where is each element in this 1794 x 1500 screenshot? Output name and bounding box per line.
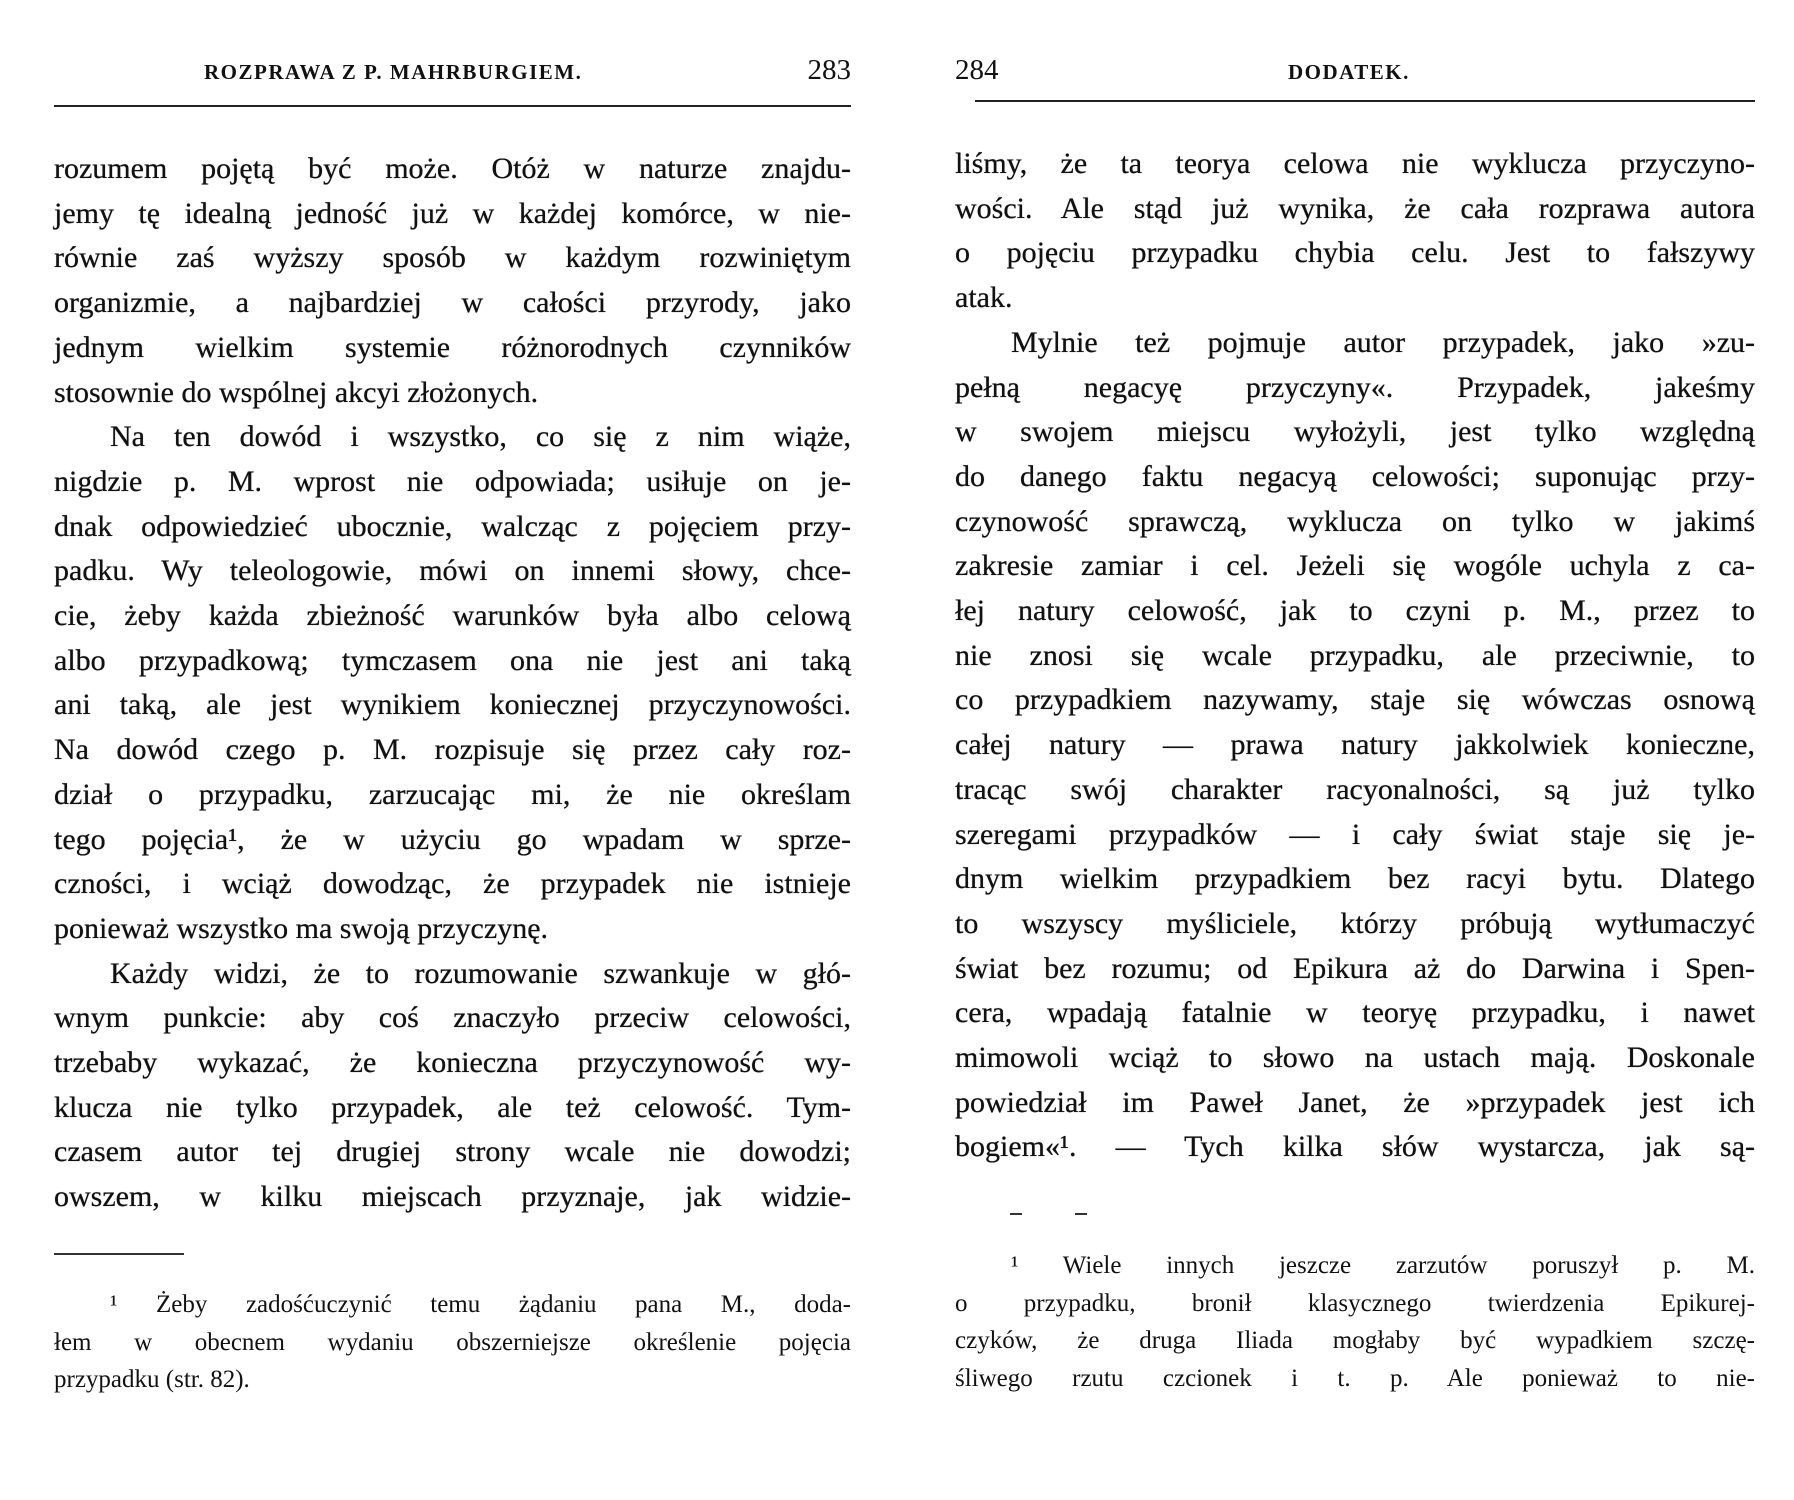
text-line: ponieważ wszystko ma swoją przyczynę.: [54, 911, 549, 945]
text-line: bogiem«¹. — Tych kilka słów wystarcza, jak są-: [955, 1130, 1755, 1164]
right-page: [955, 0, 1755, 1500]
footnote-separator: [1075, 1213, 1087, 1215]
text-line: ani taką, ale jest wynikiem koniecznej przyczynowości.: [54, 688, 851, 722]
text-line: Każdy widzi, że to rozumowanie szwankuje w głó-: [110, 956, 851, 990]
text-line: tego pojęcia¹, że w użyciu go wpadam w sprze-: [54, 822, 851, 856]
text-line: tracąc swój charakter racyonalności, są już tylko: [955, 772, 1755, 806]
footnote-line: łem w obecnem wydaniu obszerniejsze określenie pojęcia: [54, 1328, 851, 1356]
text-line: zakresie zamiar i cel. Jeżeli się wogóle uchyla z ca-: [955, 549, 1755, 583]
text-line: albo przypadkową; tymczasem ona nie jest ani taką: [54, 643, 851, 677]
text-line: nie znosi się wcale przypadku, ale przeciwnie, to: [955, 638, 1755, 672]
text-line: Mylnie też pojmuje autor przypadek, jako »zu-: [1011, 325, 1755, 359]
text-line: dnak odpowiedzieć ubocznie, walcząc z pojęciem przy-: [54, 509, 851, 543]
text-line: organizmie, a najbardziej w całości przyrody, jako: [54, 286, 851, 320]
text-line: czności, i wciąż dowodząc, że przypadek nie istnieje: [54, 867, 851, 901]
footnote-separator: [1010, 1213, 1022, 1215]
text-line: pełną negacyę przyczyny«. Przypadek, jakeśmy: [955, 370, 1755, 404]
running-head: ROZPRAWA Z P. MAHRBURGIEM.: [204, 60, 583, 84]
text-line: łej natury celowość, jak to czyni p. M., przez to: [955, 594, 1755, 627]
text-line: jednym wielkim systemie różnorodnych czynników: [54, 330, 851, 364]
text-line: czynowość sprawczą, wyklucza on tylko w jakimś: [955, 504, 1755, 538]
text-line: jemy tę idealną jedność już w każdej komórce, w nie-: [54, 196, 851, 230]
running-head: DODATEK.: [1288, 60, 1410, 84]
text-line: całej natury — prawa natury jakkolwiek konieczne,: [955, 728, 1755, 762]
text-line: to wszyscy myśliciele, którzy próbują wytłumaczyć: [955, 906, 1755, 940]
text-line: równie zaś wyższy sposób w każdym rozwiniętym: [54, 241, 851, 275]
text-line: liśmy, że ta teorya celowa nie wyklucza przyczyno-: [955, 147, 1755, 180]
text-line: cie, żeby każda zbieżność warunków była albo celową: [54, 599, 851, 632]
header-rule: [975, 100, 1755, 102]
text-line: w swojem miejscu wyłożyli, jest tylko względną: [955, 415, 1755, 449]
text-line: klucza nie tylko przypadek, ale też celowość. Tym-: [54, 1090, 851, 1124]
page-number: 284: [955, 54, 999, 86]
left-page: [54, 0, 851, 1500]
text-line: Na dowód czego p. M. rozpisuje się przez cały roz-: [54, 733, 851, 767]
footnote-separator: [54, 1253, 184, 1255]
text-line: do danego faktu negacyą celowości; suponując przy-: [955, 459, 1755, 493]
page-number: 283: [807, 54, 851, 86]
text-line: dnym wielkim przypadkiem bez racyi bytu. Dlatego: [955, 862, 1755, 896]
text-line: powiedział im Paweł Janet, że »przypadek jest ich: [955, 1085, 1755, 1119]
footnote-line: śliwego rzutu czcionek i t. p. Ale ponieważ to nie-: [955, 1364, 1755, 1392]
footnote-line: przypadku (str. 82).: [54, 1366, 250, 1393]
footnote-line: czyków, że druga Iliada mogłaby być wypadkiem szczę-: [955, 1327, 1755, 1354]
text-line: co przypadkiem nazywamy, staje się wówczas osnową: [955, 683, 1755, 717]
text-line: stosownie do wspólnej akcyi złożonych.: [54, 375, 539, 409]
text-line: mimowoli wciąż to słowo na ustach mają. Doskonale: [955, 1041, 1755, 1074]
text-line: szeregami przypadków — i cały świat staje się je-: [955, 817, 1755, 851]
text-line: atak.: [955, 281, 1013, 315]
text-line: świat bez rozumu; od Epikura aż do Darwina i Spen-: [955, 951, 1755, 985]
text-line: rozumem pojętą być może. Otóż w naturze znajdu-: [54, 152, 851, 185]
text-line: cera, wpadają fatalnie w teoryę przypadku, i nawet: [955, 996, 1755, 1030]
footnote-line: o przypadku, bronił klasycznego twierdzenia Epikurej-: [955, 1289, 1755, 1317]
footnote-line: ¹ Żeby zadośćuczynić temu żądaniu pana M., doda-: [110, 1291, 851, 1318]
text-line: wości. Ale stąd już wynika, że cała rozprawa autora: [955, 191, 1755, 225]
text-line: owszem, w kilku miejscach przyznaje, jak widzie-: [54, 1180, 851, 1214]
footnote-line: ¹ Wiele innych jeszcze zarzutów poruszył p. M.: [1011, 1252, 1755, 1279]
text-line: Na ten dowód i wszystko, co się z nim wiąże,: [110, 420, 851, 454]
text-line: padku. Wy teleologowie, mówi on innemi słowy, chce-: [54, 554, 851, 588]
text-line: wnym punkcie: aby coś znaczyło przeciw celowości,: [54, 1001, 851, 1035]
header-rule: [54, 105, 851, 107]
text-line: trzebaby wykazać, że konieczna przyczynowość wy-: [54, 1046, 851, 1079]
text-line: nigdzie p. M. wprost nie odpowiada; usiłuje on je-: [54, 464, 851, 498]
text-line: dział o przypadku, zarzucając mi, że nie określam: [54, 777, 851, 811]
text-line: o pojęciu przypadku chybia celu. Jest to fałszywy: [955, 236, 1755, 270]
text-line: czasem autor tej drugiej strony wcale nie dowodzi;: [54, 1135, 851, 1169]
